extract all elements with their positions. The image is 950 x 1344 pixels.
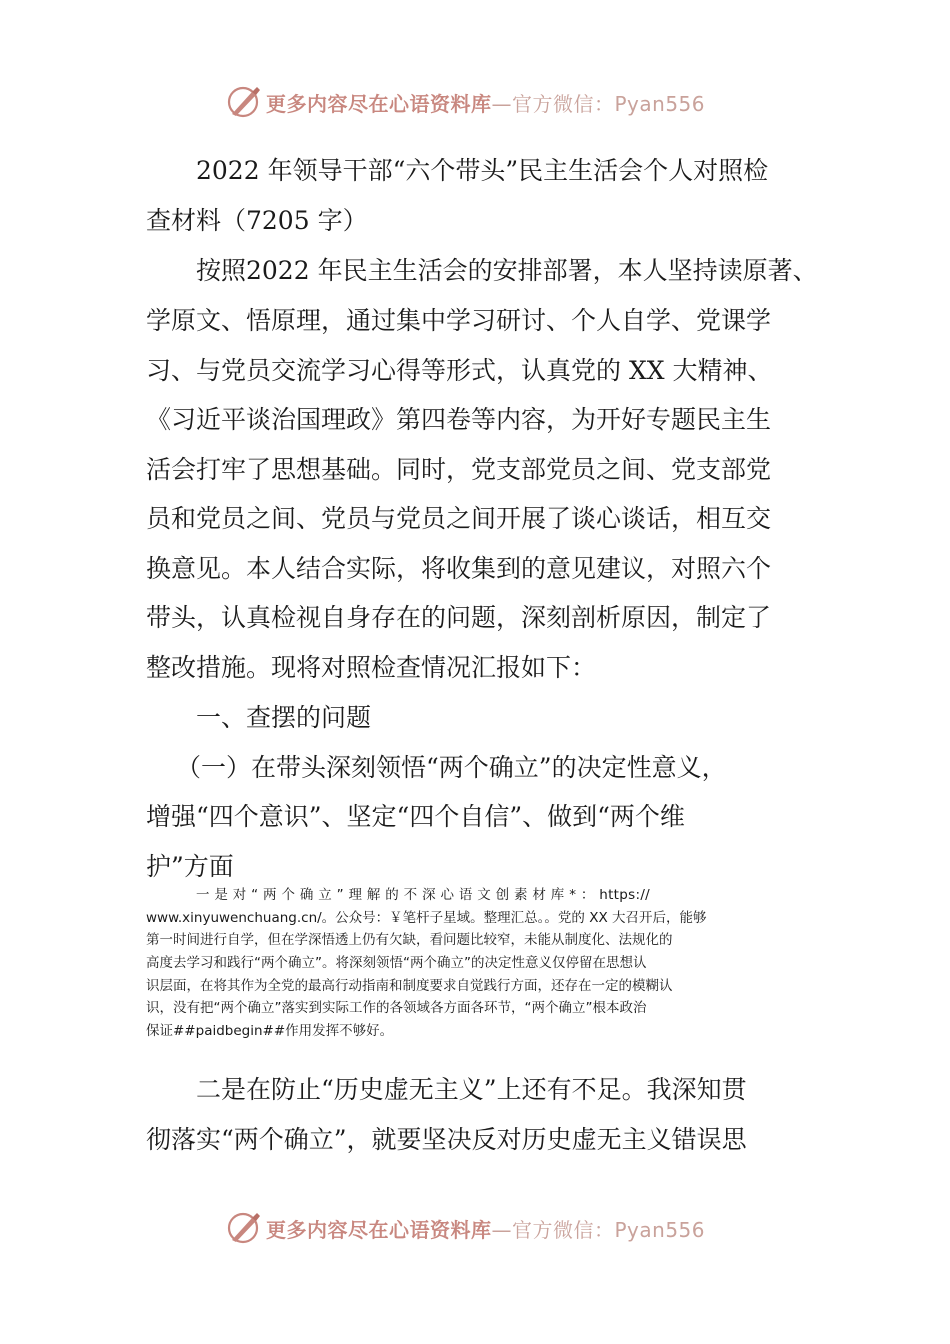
small-print-paragraph: [146, 884, 806, 1043]
doc-title-line: 查材料（7205 字）: [146, 206, 368, 235]
watermark-banner-top: [226, 82, 705, 122]
watermark-contact: 官方微信：Pyan556: [512, 91, 706, 116]
small-print-line: 第一时间进行自学，但在学深悟透上仍有欠缺，看问题比较窄，未能从制度化、法规化的: [146, 932, 673, 949]
watermark-contact: 官方微信：Pyan556: [512, 1217, 706, 1242]
watermark-brand: 更多内容尽在心语资料库: [266, 1217, 492, 1242]
subsection-heading-line: 护”方面: [146, 852, 234, 881]
paragraph-line: 员和党员之间、党员与党员之间开展了谈心谈话，相互交: [146, 504, 772, 533]
paragraph-line: 活会打牢了思想基础。同时，党支部党员之间、党支部党: [146, 455, 772, 484]
small-print-line: 保证##paidbegin##作用发挥不够好。: [146, 1023, 394, 1040]
watermark-separator: —: [491, 91, 512, 116]
section-heading: 一、查摆的问题: [196, 703, 372, 732]
watermark-separator: —: [491, 1217, 512, 1242]
paragraph-line: 二是在防止“历史虚无主义”上还有不足。我深知贯: [196, 1075, 747, 1104]
watermark-text: [266, 88, 705, 117]
pen-logo-icon: [226, 84, 262, 120]
paragraph-line: 整改措施。现将对照检查情况汇报如下：: [146, 653, 597, 682]
small-print-line: 一 是 对 “ 两 个 确 立 ” 理 解 的 不 深 心 语 文 创 素 材 库 * ： https://: [196, 887, 651, 903]
paragraph-line: 《习近平谈治国理政》第四卷等内容，为开好专题民主生: [146, 405, 772, 434]
small-print-line: 高度去学习和践行“两个确立”。将深刻领悟“两个确立”的决定性意义仅停留在思想认: [146, 955, 647, 972]
subsection-heading-line: （一）在带头深刻领悟“两个确立”的决定性意义，: [176, 753, 727, 782]
subsection-heading-line: 增强“四个意识”、坚定“四个自信”、做到“两个维: [146, 802, 685, 831]
watermark-banner-bottom: [226, 1208, 705, 1248]
paragraph-line: 习、与党员交流学习心得等形式，认真党的 XX 大精神、: [146, 356, 773, 385]
paragraph-line: 学原文、悟原理，通过集中学习研讨、个人自学、党课学: [146, 306, 772, 335]
paragraph-line: 按照2022 年民主生活会的安排部署，本人坚持读原著、: [196, 256, 818, 285]
watermark-brand: 更多内容尽在心语资料库: [266, 91, 492, 116]
small-print-line: 识层面，在将其作为全党的最高行动指南和制度要求自觉践行方面，还存在一定的模糊认: [146, 977, 673, 994]
paragraph-line: 彻落实“两个确立”，就要坚决反对历史虚无主义错误思: [146, 1125, 747, 1154]
small-print-line: www.xinyuwenchuang.cn/。公众号：￥笔杆子星域。整理汇总。。党的 XX 大召开后，能够: [146, 909, 707, 926]
pen-logo-icon: [226, 1210, 262, 1246]
paragraph-line: 带头，认真检视自身存在的问题，深刻剖析原因，制定了: [146, 603, 772, 632]
paragraph-line: 换意见。本人结合实际，将收集到的意见建议，对照六个: [146, 554, 772, 583]
small-print-line: 识，没有把“两个确立”落实到实际工作的各领域各方面各环节，“两个确立”根本政治: [146, 1000, 647, 1017]
watermark-text: [266, 1214, 705, 1243]
doc-title-line: 2022 年领导干部“六个带头”民主生活会个人对照检: [196, 156, 769, 185]
